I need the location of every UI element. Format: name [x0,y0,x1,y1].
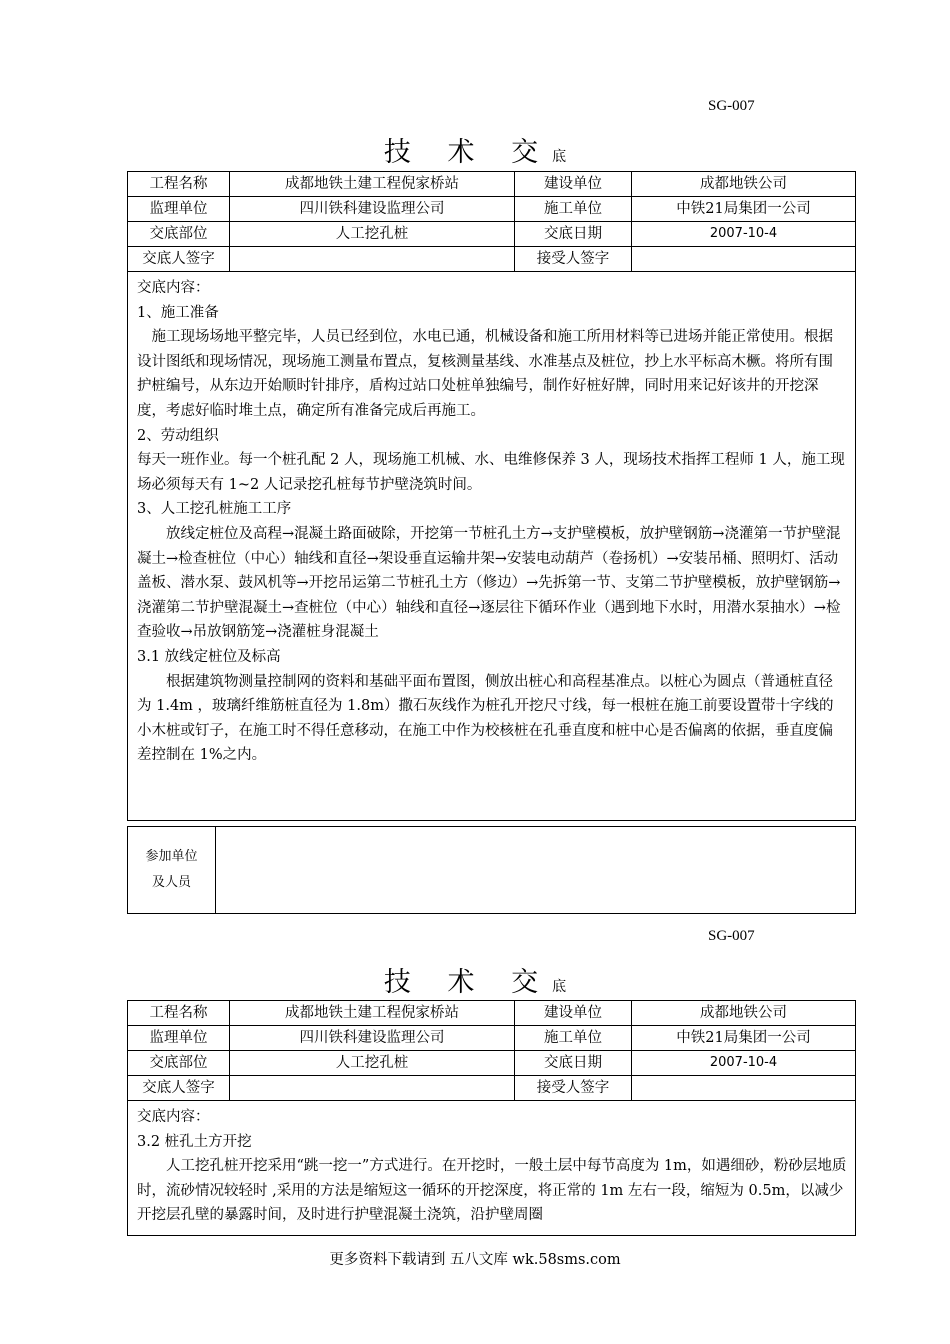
participants-label [128,827,216,914]
title-main-2: 技 术 交 [383,967,553,998]
owner: 成都地铁公司 [632,1001,856,1026]
info-table-2 [127,1000,856,1236]
project-name: 成都地铁土建工程倪家桥站 [230,1001,515,1026]
project-name-label: 工程名称 [128,1001,230,1026]
participants-label-line-1: 参加单位 [145,849,198,864]
content-cell-2 [128,1101,856,1236]
date: 2007-10-4 [632,1051,856,1076]
section-1-body: 施工现场场地平整完毕，人员已经到位，水电已通，机械设备和施工所用材料等已进场并能正常使用。根据设计图纸和现场情况，现场施工测量布置点，复核测量基线、水准基点及桩位，抄上水平标高木橛。将所有围护桩编号，从东边开始顺时针排序，盾构过站口处桩单独编号，制作好桩好牌，同时用来记好该井的开挖深度，考虑好临时堆土点，确定所有准备完成后再施工。 [137,329,833,419]
section-2-body: 每天一班作业。每一个桩孔配 2 人，现场施工机械、水、电维修保养 3 人，现场技术指挥工程师 1 人，施工现场必须每天有 1~2 人记录挖孔桩每节护壁浇筑时间。 [137,452,845,493]
date-label: 交底日期 [515,1051,632,1076]
supervisor-label: 监理单位 [128,1026,230,1051]
section-2-title: 2、劳动组织 [137,427,219,444]
owner: 成都地铁公司 [632,172,856,197]
section-3-1-title: 3.1 放线定桩位及标高 [137,648,281,665]
contractor-label: 施工单位 [515,1026,632,1051]
part-label: 交底部位 [128,1051,230,1076]
participants-table [127,826,856,914]
page-title [0,130,950,169]
title-small: 底 [552,149,567,165]
part: 人工挖孔桩 [230,222,515,247]
footer-text: 更多资料下载请到 五八文库 wk.58sms.com [329,1252,621,1268]
doc-code-2: SG-007 [708,928,755,944]
signer-value [230,1076,515,1101]
content-cell-1 [128,272,856,821]
contractor: 中铁21局集团一公司 [632,1026,856,1051]
date: 2007-10-4 [632,222,856,247]
project-name-label: 工程名称 [128,172,230,197]
signer-label: 交底人签字 [128,1076,230,1101]
section-3-title: 3、人工挖孔桩施工工序 [137,501,292,518]
owner-label: 建设单位 [515,1001,632,1026]
participants-value [216,827,856,914]
receiver-value [632,247,856,272]
supervisor: 四川铁科建设监理公司 [230,197,515,222]
contractor-label: 施工单位 [515,197,632,222]
part: 人工挖孔桩 [230,1051,515,1076]
section-3-2-body: 人工挖孔桩开挖采用“跳一挖一”方式进行。在开挖时，一般土层中每节高度为 1m，如遇细砂，粉砂层地质时，流砂情况较轻时 ,采用的方法是缩短这一循环的开挖深度，将正常的 1m 左右一段，缩短为 0.5m，以减少开挖层孔壁的暴露时间，及时进行护壁混凝土浇筑，沿护壁周圈 [137,1158,847,1224]
section-1-title: 1、施工准备 [137,304,219,321]
receiver-label: 接受人签字 [515,1076,632,1101]
section-3-2-title: 3.2 桩孔土方开挖 [137,1133,252,1150]
info-table-1 [127,171,856,821]
project-name: 成都地铁土建工程倪家桥站 [230,172,515,197]
part-label: 交底部位 [128,222,230,247]
participants-label-line-2: 及人员 [151,875,191,890]
title-small-2: 底 [552,979,567,995]
section-3-1-body: 根据建筑物测量控制网的资料和基础平面布置图，侧放出桩心和高程基准点。以桩心为圆点（普通桩直径为 1.4m ，玻璃纤维筋桩直径为 1.8m）撒石灰线作为桩孔开挖尺寸线，每一根桩在施工前要设置带十字线的小木桩或钉子，在施工时不得任意移动，在施工中作为校核桩在孔垂直度和桩中心是否偏离的依据，垂直度偏差控制在 1%之内。 [137,673,834,764]
supervisor: 四川铁科建设监理公司 [230,1026,515,1051]
date-label: 交底日期 [515,222,632,247]
receiver-label: 接受人签字 [515,247,632,272]
title-main: 技 术 交 [383,137,553,168]
content-label-2: 交底内容： [137,1109,210,1125]
page-title-2 [0,960,950,999]
supervisor-label: 监理单位 [128,197,230,222]
section-3-body: 放线定桩位及高程→混凝土路面破除，开挖第一节桩孔土方→支护壁模板，放护壁钢筋→浇灌第一节护壁混凝土→检查桩位（中心）轴线和直径→架设垂直运输井架→安装电动葫芦（卷扬机）→安装吊桶、照明灯、活动盖板、潜水泵、鼓风机等→开挖吊运第二节桩孔土方（修边）→先拆第一节、支第二节护壁模板，放护壁钢筋→浇灌第二节护壁混凝土→查桩位（中心）轴线和直径→逐层往下循环作业（遇到地下水时，用潜水泵抽水）→检查验收→吊放钢筋笼→浇灌桩身混凝土 [137,525,841,641]
doc-code: SG-007 [708,98,755,114]
contractor: 中铁21局集团一公司 [632,197,856,222]
owner-label: 建设单位 [515,172,632,197]
signer-value [230,247,515,272]
signer-label: 交底人签字 [128,247,230,272]
content-label: 交底内容： [137,280,210,296]
receiver-value [632,1076,856,1101]
